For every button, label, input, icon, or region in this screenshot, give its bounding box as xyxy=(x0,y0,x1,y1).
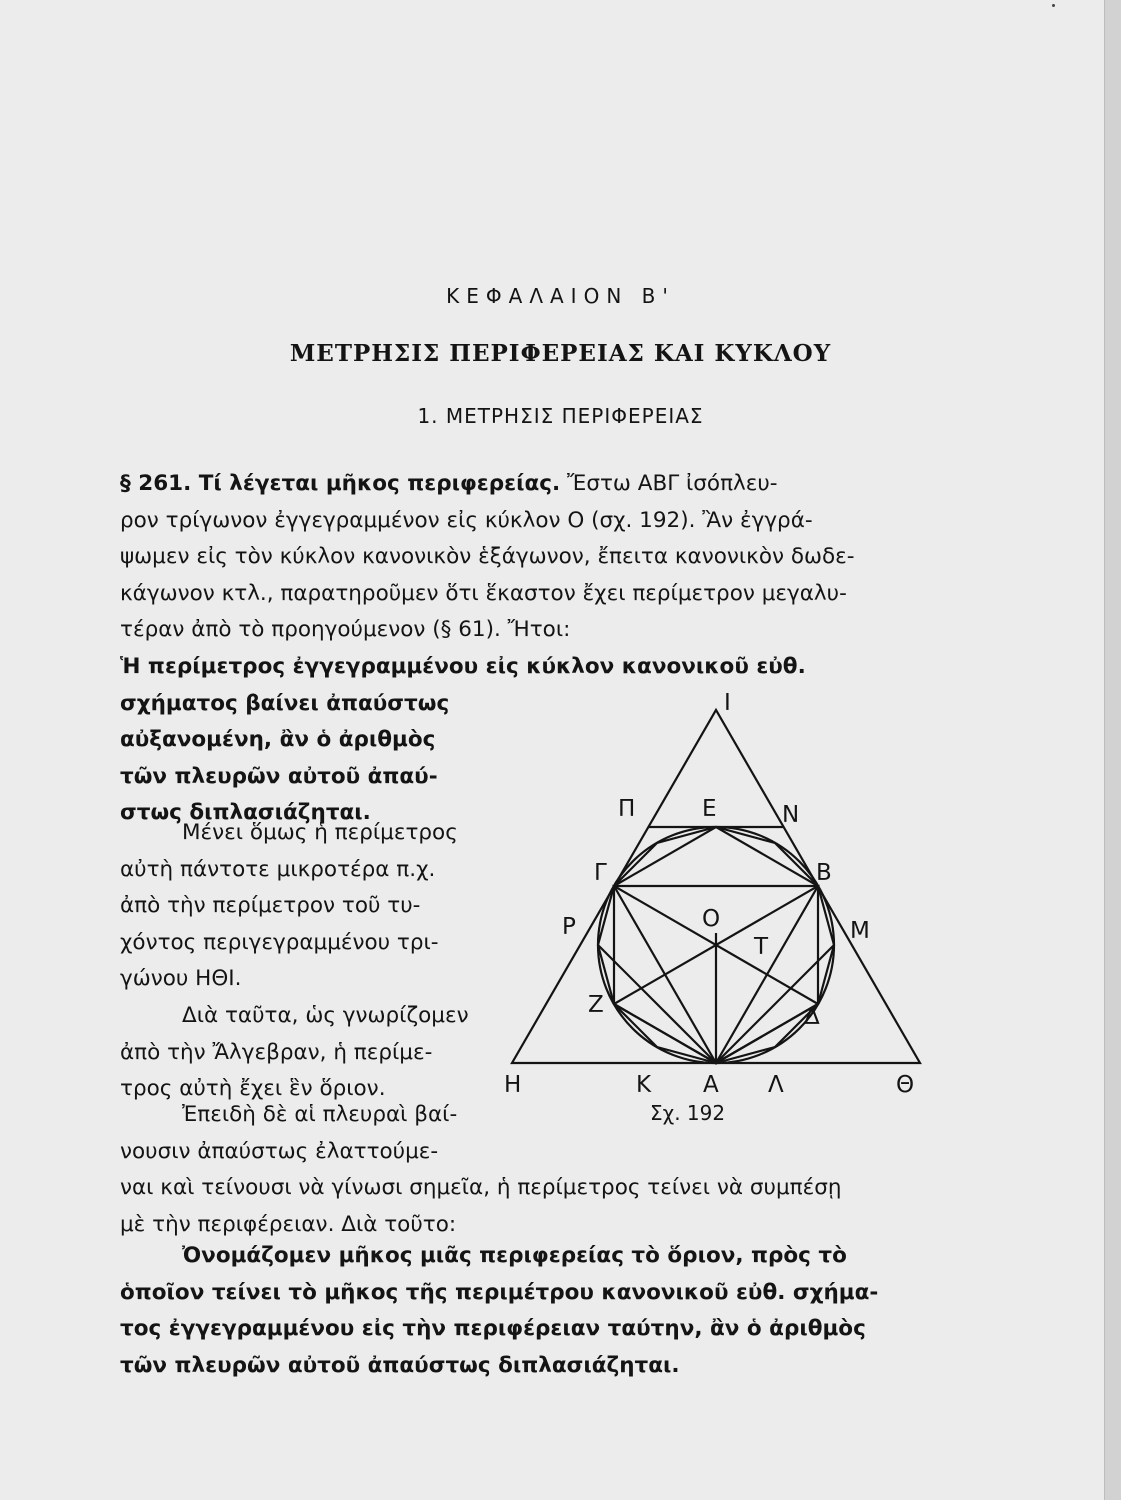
text-line: ὁποῖον τείνει τὸ μῆκος τῆς περιμέτρου κανονικοῦ εὐθ. σχήμα- xyxy=(120,1279,879,1305)
label-O: Ο xyxy=(702,906,721,932)
label-H: Η xyxy=(504,1072,522,1098)
paragraph-heading: § 261. Τί λέγεται μῆκος περιφερείας. xyxy=(120,471,561,496)
chapter-title: ΜΕΤΡΗΣΙΣ ΠΕΡΙΦΕΡΕΙΑΣ ΚΑΙ ΚΥΚΛΟΥ xyxy=(289,340,832,367)
paragraph-limit xyxy=(120,998,490,1108)
text-line: στως διπλασιάζηται. xyxy=(120,800,371,825)
label-R: Ρ xyxy=(562,914,576,940)
text-line: τέραν ἀπὸ τὸ προηγούμενον (§ 61). Ἤτοι: xyxy=(120,617,571,642)
label-M: Μ xyxy=(850,918,870,944)
text-line: τῶν πλευρῶν αὐτοῦ ἀπαύστως διπλασιάζηται. xyxy=(120,1352,680,1378)
text-line: Διὰ ταῦτα, ὡς γνωρίζομεν xyxy=(182,1003,469,1028)
text-line: ψωμεν εἰς τὸν κύκλον κανονικὸν ἑξάγωνον, ἔπειτα κανονικὸν δωδε- xyxy=(120,544,855,569)
page-edge xyxy=(1104,0,1121,1500)
text-line: ἀπὸ τὴν Ἄλγεβραν, ἡ περίμε- xyxy=(120,1039,433,1065)
text-line xyxy=(120,466,945,503)
label-I: Ι xyxy=(724,690,731,716)
text-line: Μένει ὅμως ἡ περίμετρος xyxy=(182,820,458,845)
text-line: χόντος περιγεγραμμένου τρι- xyxy=(120,929,439,955)
label-P: Π xyxy=(618,796,636,822)
text-line: Ἡ περίμετρος ἐγγεγραμμένου εἰς κύκλον κανονικοῦ εὐθ. xyxy=(120,654,806,679)
text-line: ἀπὸ τὴν περίμετρον τοῦ τυ- xyxy=(120,893,421,918)
label-B: Β xyxy=(816,860,832,886)
figure-192 xyxy=(500,690,940,1130)
label-K: Κ xyxy=(636,1072,652,1098)
text-line: αὐτὴ πάντοτε μικροτέρα π.χ. xyxy=(120,856,436,882)
label-E: Ε xyxy=(702,796,717,822)
text-line: σχήματος βαίνει ἀπαύστως xyxy=(120,690,450,716)
text-line: μὲ τὴν περιφέρειαν. Διὰ τοῦτο: xyxy=(120,1211,457,1237)
paragraph-perimeter-bound xyxy=(120,815,490,998)
label-A: Α xyxy=(703,1072,719,1098)
text-line: κάγωνον κτλ., παρατηροῦμεν ὅτι ἕκαστον ἔχει περίμετρον μεγαλυ- xyxy=(120,580,847,606)
text-line: ρον τρίγωνον ἐγγεγραμμένον εἰς κύκλον Ο (σχ. 192). Ἂν ἐγγρά- xyxy=(120,507,813,533)
figure-caption: Σχ. 192 xyxy=(650,1101,726,1125)
label-L: Λ xyxy=(768,1072,784,1098)
section-heading: 1. ΜΕΤΡΗΣΙΣ ΠΕΡΙΦΕΡΕΙΑΣ xyxy=(417,404,704,428)
text-line: νουσιν ἀπαύστως ἐλαττούμε- xyxy=(120,1138,439,1164)
text-line: αὐξανομένη, ἂν ὁ ἀριθμὸς xyxy=(120,727,436,752)
print-speck xyxy=(1052,4,1055,7)
text-line: Ἐπειδὴ δὲ αἱ πλευραὶ βαί- xyxy=(182,1102,458,1127)
label-T: Τ xyxy=(754,934,769,960)
label-G: Γ xyxy=(594,860,607,886)
rule-statement-2 xyxy=(120,1238,950,1384)
text-line: τῶν πλευρῶν αὐτοῦ ἀπαύ- xyxy=(120,763,438,789)
label-N: Ν xyxy=(782,802,800,828)
paragraph-261 xyxy=(120,466,945,649)
text-line: ναι καὶ τείνουσι νὰ γίνωσι σημεῖα, ἡ περίμετρος τείνει νὰ συμπέσῃ xyxy=(120,1175,842,1200)
text-line: Ὀνομάζομεν μῆκος μιᾶς περιφερείας τὸ ὅριον, πρὸς τὸ xyxy=(182,1243,847,1268)
text-run: Ἔστω ΑΒΓ ἰσόπλευ- xyxy=(560,471,778,496)
label-TH: Θ xyxy=(896,1072,915,1098)
label-D: Δ xyxy=(804,1004,820,1030)
text-line: τος ἐγγεγραμμένου εἰς τὴν περιφέρειαν ταύτην, ἂν ὁ ἀριθμὸς xyxy=(120,1316,866,1341)
label-Z: Ζ xyxy=(588,992,604,1018)
text-line: γώνου ΗΘΙ. xyxy=(120,966,242,991)
chapter-heading: ΚΕΦΑΛΑΙΟΝ Β' xyxy=(446,284,675,308)
text-line: τρος αὐτὴ ἔχει ἓν ὅριον. xyxy=(120,1076,386,1101)
